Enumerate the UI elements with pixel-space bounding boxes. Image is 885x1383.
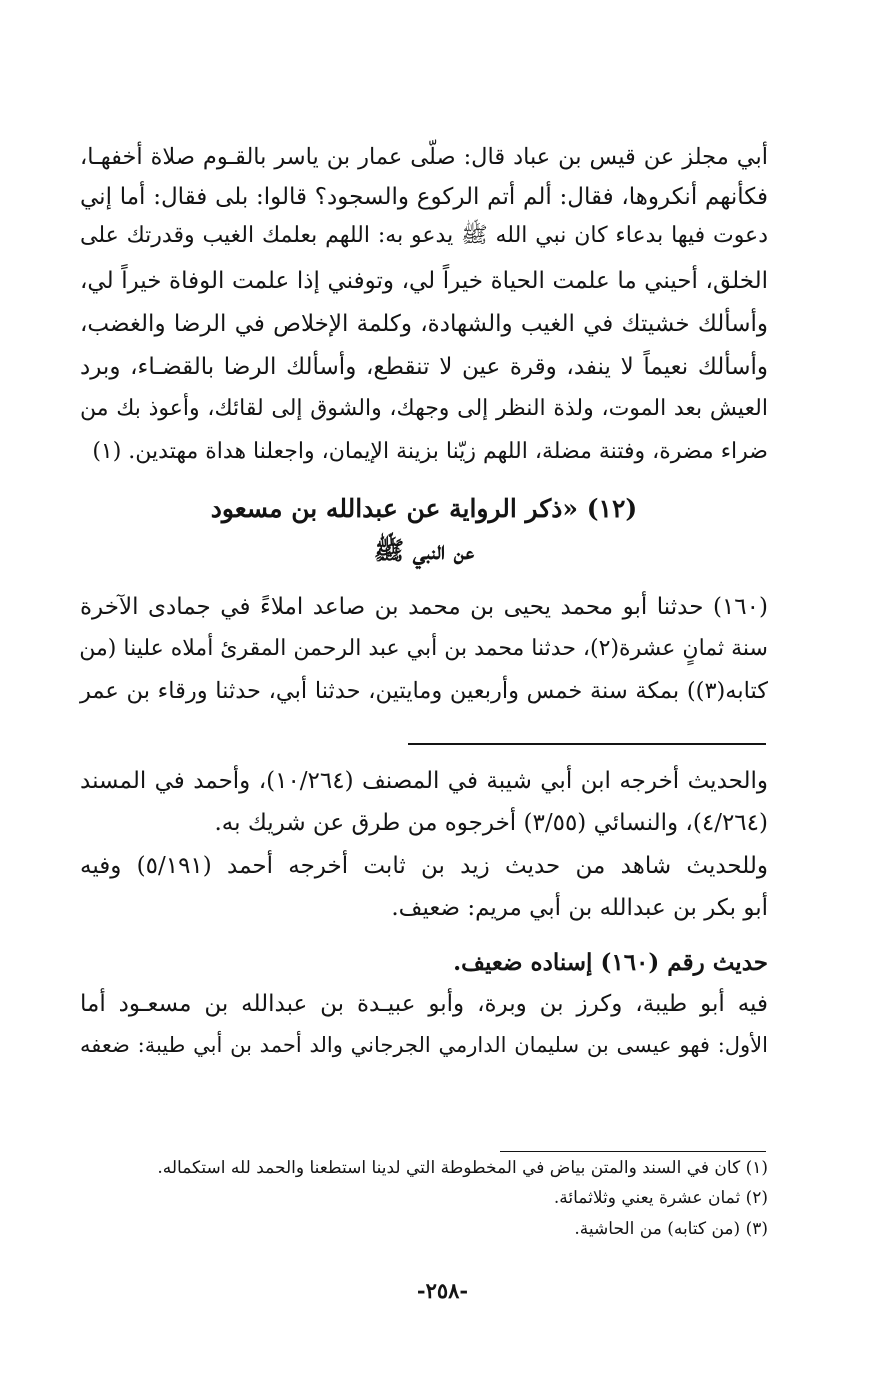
hadith-line-3: كتابه(٣)) بمكة سنة خمس وأربعين ومايتين، حدثنا أبي، حدثنا ورقاء بن عمر: [80, 678, 768, 704]
grade-line-2: الأول: فهو عيسى بن سليمان الدارمي الجرجاني والد أحمد بن أبي طيبة: ضعفه: [80, 1033, 768, 1057]
main-text-line-4: الخلق، أحيني ما علمت الحياة خيراً لي، وتوفني إذا علمت الوفاة خيراً لي،: [80, 268, 768, 294]
footnotes-divider: [500, 1151, 766, 1152]
commentary-line-1: والحديث أخرجه ابن أبي شيبة في المصنف (١٠/٢٦٤)، وأحمد في المسند: [80, 768, 768, 794]
main-text-line-8: ضراء مضرة، وفتنة مضلة، اللهم زيّنا بزينة الإيمان، واجعلنا هداة مهتدين. (١): [92, 439, 768, 464]
hadith-line-1: (١٦٠) حدثنا أبو محمد يحيى بن محمد بن صاعد املاءً في جمادى الآخرة: [80, 594, 768, 620]
main-text-line-1: أبي مجلز عن قيس بن عباد قال: صلّى عمار بن ياسر بالقـوم صلاة أخفهـا،: [80, 144, 768, 170]
hadith-line-2: سنة ثمانٍ عشرة(٢)، حدثنا محمد بن أبي عبد الرحمن المقرئ أملاه علينا (من: [79, 636, 768, 661]
footnote-3: (٣) (من كتابه) من الحاشية.: [574, 1219, 768, 1239]
main-text-line-5: وأسألك خشيتك في الغيب والشهادة، وكلمة الإخلاص في الرضا والغضب،: [80, 311, 768, 337]
commentary-line-4: أبو بكر بن عبدالله بن أبي مريم: ضعيف.: [391, 895, 768, 921]
commentary-divider: [408, 743, 766, 745]
main-text-line-7: العيش بعد الموت، ولذة النظر إلى وجهك، والشوق إلى لقائك، وأعوذ بك من: [80, 396, 768, 421]
section-heading-subtitle: عن النبي ﷺ: [373, 536, 475, 565]
footnote-1: (١) كان في السند والمتن بياض في المخطوطة التي لدينا استطعنا والحمد لله استكماله.: [157, 1158, 768, 1178]
main-text-line-2: فكأنهم أنكروها، فقال: ألم أتم الركوع والسجود؟ قالوا: بلى فقال: أما إني: [80, 184, 768, 210]
commentary-line-2: (٤/٢٦٤)، والنسائي (٣/٥٥) أخرجوه من طرق عن شريك به.: [214, 810, 768, 836]
grade-title: حديث رقم (١٦٠) إسناده ضعيف.: [453, 949, 768, 976]
footnote-2: (٢) ثمان عشرة يعني وثلاثمائة.: [553, 1188, 768, 1208]
main-text-line-3: دعوت فيها بدعاء كان نبي الله ﷺ يدعو به: اللهم بعلمك الغيب وقدرتك على: [80, 223, 768, 248]
page-number: -٢٥٨-: [416, 1278, 469, 1303]
grade-line-1: فيه أبو طيبة، وكرز بن وبرة، وأبو عبيـدة بن عبدالله بن مسعـود أما: [80, 991, 768, 1017]
main-text-line-6: وأسألك نعيماً لا ينفد، وقرة عين لا تنقطع، وأسألك الرضا بالقضـاء، وبرد: [80, 354, 768, 380]
commentary-line-3: وللحديث شاهد من حديث زيد بن ثابت أخرجه أحمد (٥/١٩١) وفيه: [80, 853, 768, 879]
section-heading: (١٢) «ذكر الرواية عن عبدالله بن مسعود: [210, 494, 638, 523]
